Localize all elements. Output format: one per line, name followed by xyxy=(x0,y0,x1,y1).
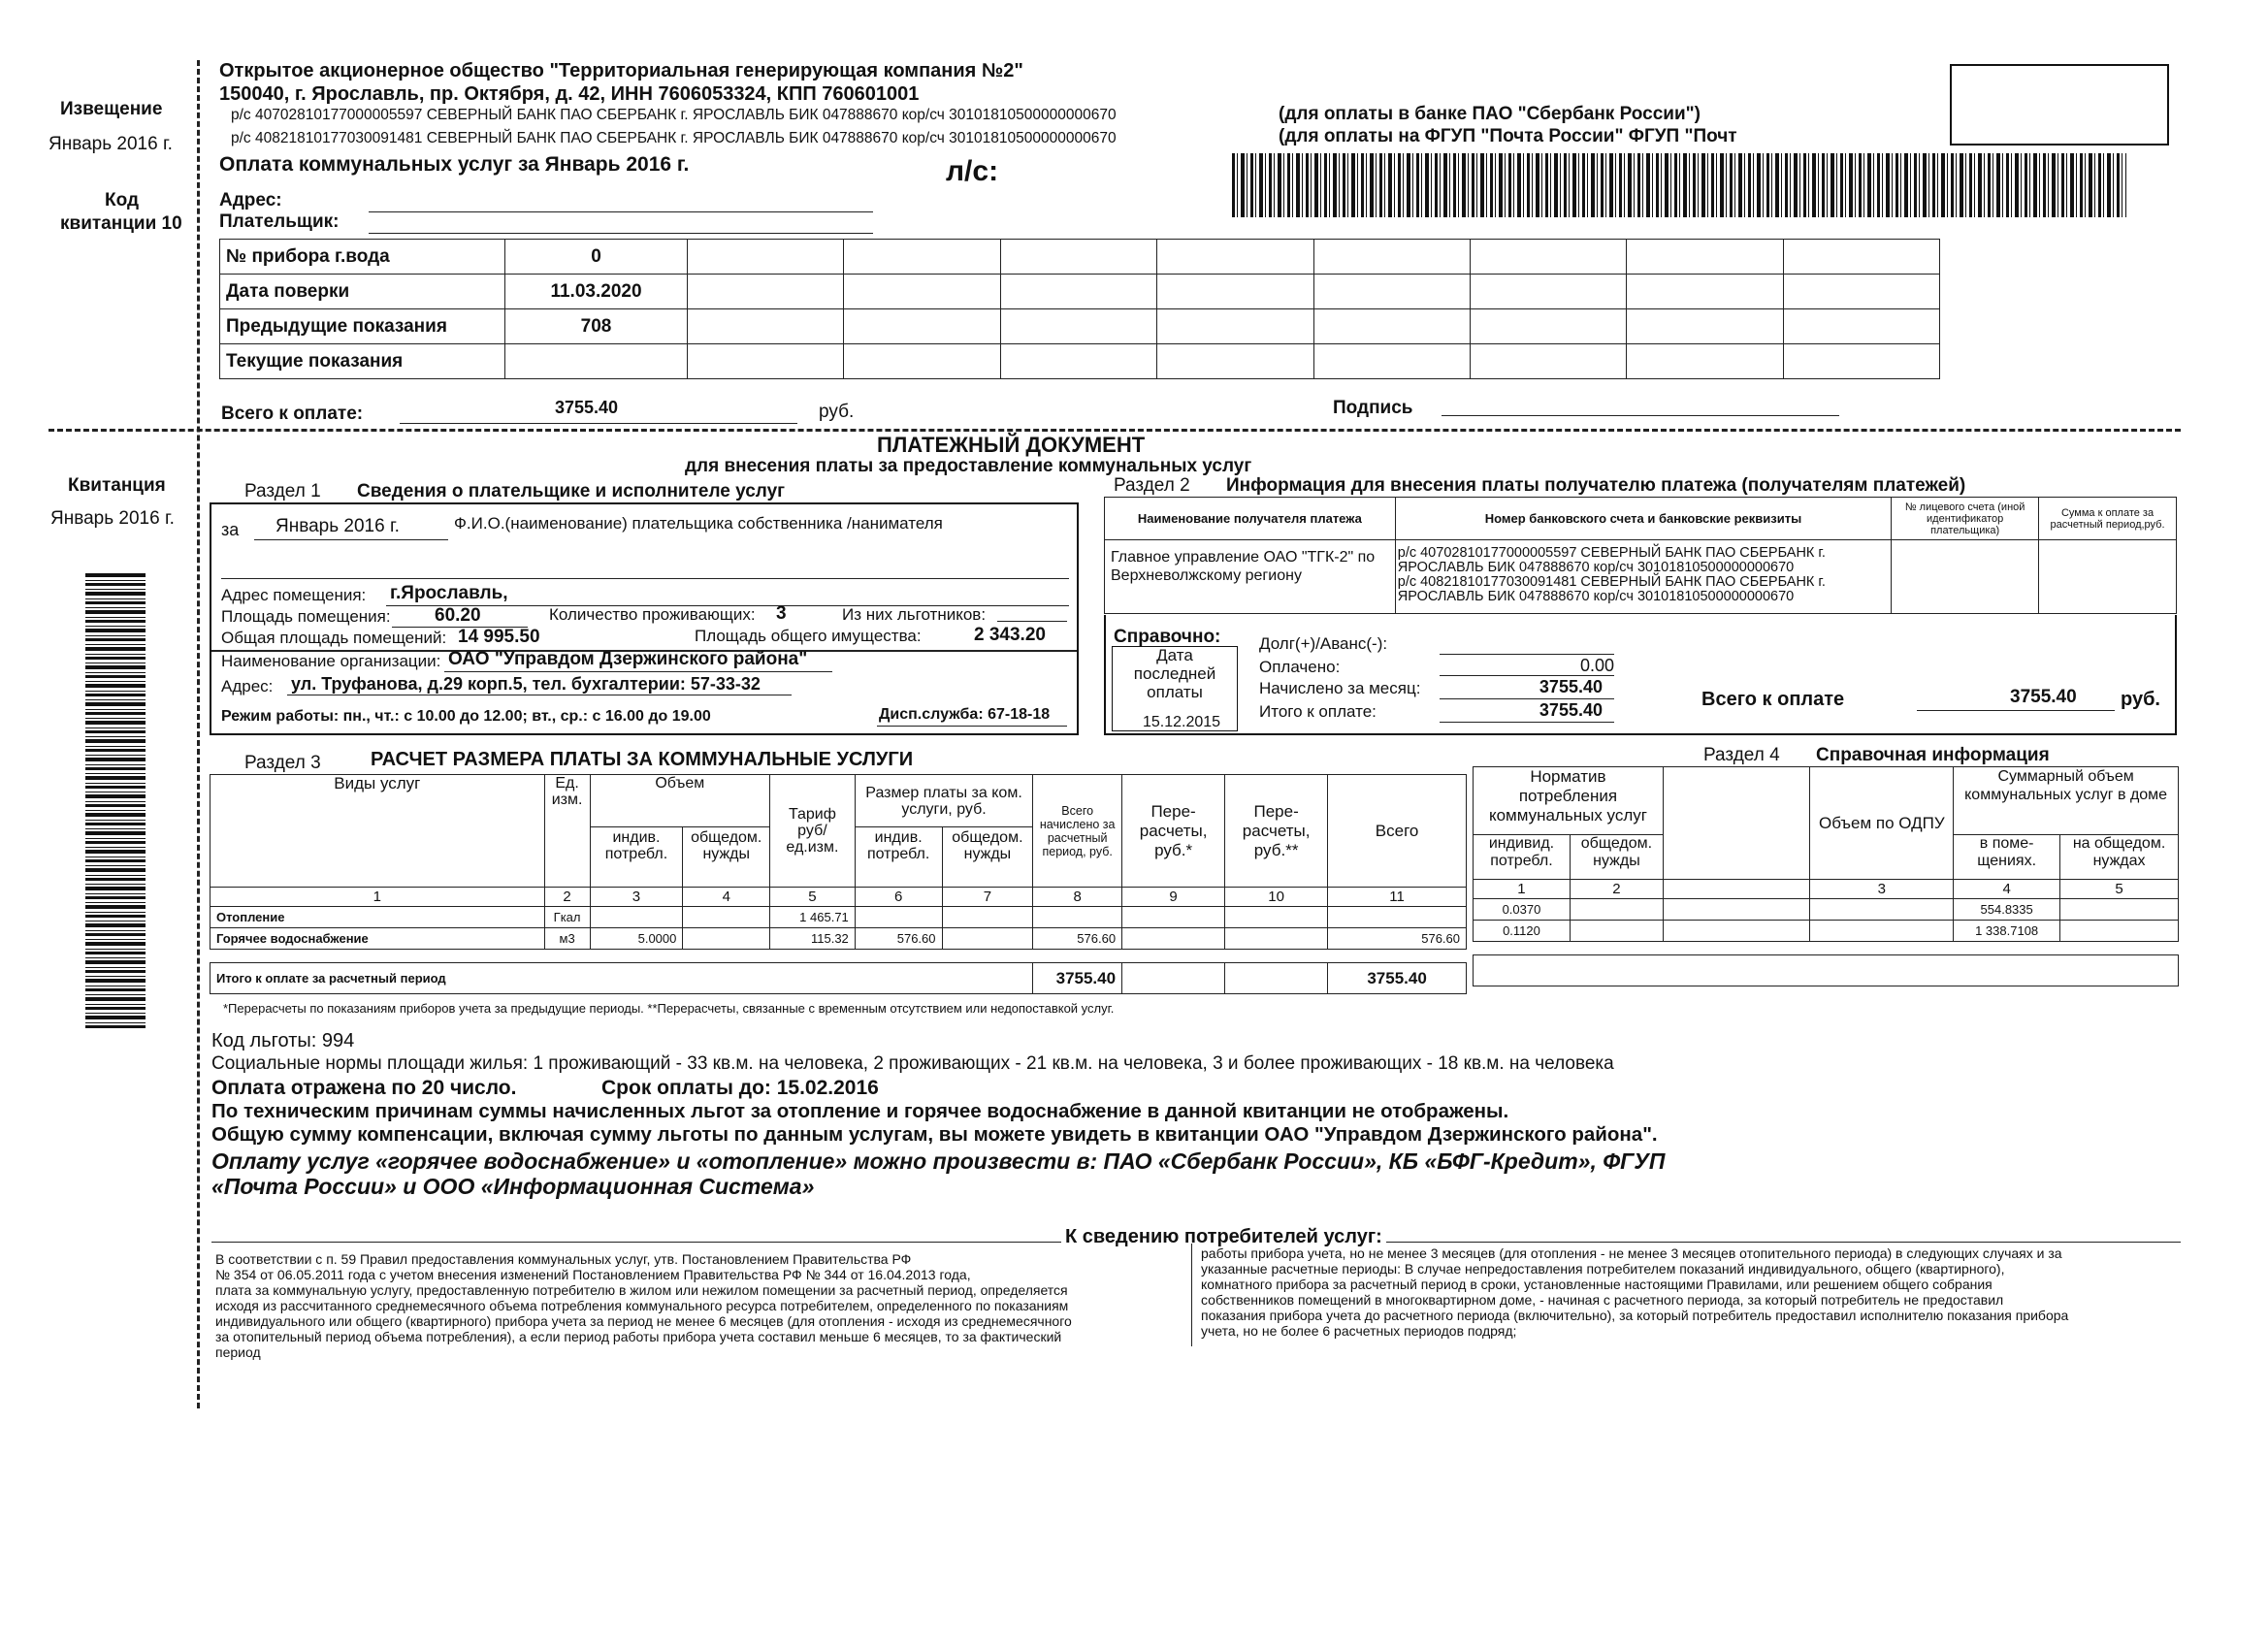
h-odpu: Объем по ОДПУ xyxy=(1810,767,1954,880)
section4-title: Справочная информация xyxy=(1816,745,2050,765)
s4-num-5: 5 xyxy=(2060,880,2179,899)
bank-account-1-note: (для оплаты в банке ПАО "Сбербанк России") xyxy=(1279,104,1701,124)
grand-total-label: Всего к оплате xyxy=(1701,689,1845,710)
payer-label: Плательщик: xyxy=(219,211,340,232)
bank-details-2: р/с 40821810177030091481 СЕВЕРНЫЙ БАНК ПАО СБЕРБАНК г. ЯРОСЛАВЛЬ БИК 047888670 кор/сч 30101810500000000670 xyxy=(1397,574,1826,604)
col-num-2: 2 xyxy=(544,888,590,907)
section2-label: Раздел 2 xyxy=(1114,475,1190,496)
org-label: Наименование организации: xyxy=(221,652,441,670)
grand-total-value: 3755.40 xyxy=(2010,687,2077,707)
col-sum: Сумма к оплате за расчетный период,руб. xyxy=(2039,498,2177,540)
footer-right-line: указанные расчетные периоды: В случае непредоставления потребителем показаний индивидуального, общего (квартирного), xyxy=(1201,1261,2005,1277)
stub-notice-month: Январь 2016 г. xyxy=(49,134,173,154)
area-label: Площадь помещения: xyxy=(221,607,391,626)
compensation: Общую сумму компенсации, включая сумму льготы по данным услугам, вы можете увидеть в квитанции ОАО "Управдом Дзержинского района". xyxy=(211,1123,1658,1146)
doc-subtitle: для внесения платы за предоставление коммунальных услуг xyxy=(685,456,1252,476)
meter-value-0: 0 xyxy=(505,240,688,275)
s4-num-2: 2 xyxy=(1570,880,1663,899)
company-name: Открытое акционерное общество "Территориальная генерирующая компания №2" xyxy=(219,60,1023,81)
footer-left-line: период xyxy=(215,1344,261,1360)
total-area-label: Общая площадь помещений: xyxy=(221,629,447,647)
bank-account-2: р/с 40821810177030091481 СЕВЕРНЫЙ БАНК ПАО СБЕРБАНК г. ЯРОСЛАВЛЬ БИК 047888670 кор/сч 30101810500000000670 xyxy=(231,130,1117,146)
s4-num-3: 3 xyxy=(1810,880,1954,899)
work-hours: Режим работы: пн., чт.: с 10.00 до 12.00; вт., ср.: с 16.00 до 19.00 xyxy=(221,708,711,725)
footer-right-line: работы прибора учета, но не менее 3 месяцев (для отопления - не менее 3 месяцев отопительного периода) в следующих случаях и за xyxy=(1201,1245,2062,1261)
section1-month: Январь 2016 г. xyxy=(275,516,400,536)
stub-receipt: Квитанция xyxy=(68,475,166,496)
footer-left-line: № 354 от 06.05.2011 года с учетом внесения изменений Постановлением Правительства РФ № 344 от 16.04.2013 года, xyxy=(215,1267,971,1282)
h-norm-common: общедом. нужды xyxy=(1570,835,1663,880)
footer-right-line: комнатного прибора за расчетный период в сроки, установленные настоящими Правилами, или решением общего собрания xyxy=(1201,1277,1993,1292)
benefits-label: Из них льготников: xyxy=(842,605,987,624)
org-address: ул. Труфанова, д.29 корп.5, тел. бухгалтерии: 57-33-32 xyxy=(291,674,761,694)
common-area-value: 2 343.20 xyxy=(974,625,1046,645)
tech-reasons: По техническим причинам суммы начисленных льгот за отопление и горячее водоснабжение в данной квитанции не отображены. xyxy=(211,1100,1509,1122)
col-num-7: 7 xyxy=(942,888,1033,907)
benefit-code: Код льготы: 994 xyxy=(211,1030,355,1051)
h-unit: Ед. изм. xyxy=(544,775,590,888)
payment-reflected: Оплата отражена по 20 число. xyxy=(211,1077,517,1099)
vertical-cut-line xyxy=(197,60,200,1408)
fio-underline xyxy=(221,578,1069,579)
footer-left-line: В соответствии с п. 59 Правил предоставления коммунальных услуг, утв. Постановлением Правительства РФ xyxy=(215,1251,912,1267)
last-payment-label: Дата последней оплаты xyxy=(1133,646,1216,701)
total-value: 3755.40 xyxy=(1539,700,1603,720)
company-address: 150040, г. Ярославль, пр. Октября, д. 42, ИНН 7606053324, КПП 760601001 xyxy=(219,83,920,105)
fio-label: Ф.И.О.(наименование) плательщика собственника /нанимателя xyxy=(454,514,943,533)
doc-title: ПЛАТЕЖНЫЙ ДОКУМЕНТ xyxy=(877,433,1146,457)
area-value: 60.20 xyxy=(435,605,481,626)
stub-notice: Извещение xyxy=(60,99,163,119)
horizontal-cut-line xyxy=(49,429,2181,432)
meter-table xyxy=(219,239,1940,379)
section4-table xyxy=(1473,766,2179,986)
org-name: ОАО "Управдом Дзержинского района" xyxy=(448,649,808,669)
signature-underline xyxy=(1442,415,1839,416)
col-num-4: 4 xyxy=(683,888,770,907)
table-row xyxy=(1474,899,2179,921)
reference-label: Справочно: xyxy=(1114,627,1221,647)
h-accrued: Всего начислено за расчетный период, руб. xyxy=(1033,775,1122,888)
row-sum-premises: 1 338.7108 xyxy=(1954,921,2060,942)
table-row xyxy=(1474,921,2179,942)
col-num-6: 6 xyxy=(855,888,942,907)
vertical-barcode xyxy=(85,572,146,1028)
row-unit: м3 xyxy=(544,928,590,950)
accrued-value: 3755.40 xyxy=(1539,677,1603,696)
stub-code-line1: Код xyxy=(105,190,140,210)
debt-label: Долг(+)/Аванс(-): xyxy=(1259,634,1388,653)
total-underline xyxy=(1440,722,1614,723)
stub-total-underline xyxy=(400,423,797,424)
row-vol-indiv: 5.0000 xyxy=(590,928,683,950)
row-unit: Гкал xyxy=(544,907,590,928)
meter-label-1: Дата поверки xyxy=(220,275,505,309)
meter-value-1: 11.03.2020 xyxy=(505,275,688,309)
col-num-9: 9 xyxy=(1122,888,1225,907)
row-norm-indiv: 0.0370 xyxy=(1474,899,1571,921)
table-row xyxy=(211,907,1467,928)
accrued-underline xyxy=(1440,698,1614,699)
org-address-label: Адрес: xyxy=(221,677,274,695)
last-payment-date: 15.12.2015 xyxy=(1143,714,1221,730)
section3-footnote: *Перерасчеты по показаниям приборов учета за предыдущие периоды. **Перерасчеты, связанные с временным отсутствием или недопоставкой услуг. xyxy=(223,1001,1115,1016)
org-underline xyxy=(444,671,832,672)
accrued-label: Начислено за месяц: xyxy=(1259,679,1421,697)
h-vol-indiv: индив. потребл. xyxy=(590,827,683,888)
for-label: за xyxy=(221,520,240,539)
due-date: Срок оплаты до: 15.02.2016 xyxy=(601,1077,879,1099)
social-norms: Социальные нормы площади жилья: 1 проживающий - 33 кв.м. на человека, 2 проживающих - 21 кв.м. на человека, 3 и более проживающих - 18 кв.м. на человека xyxy=(211,1053,1614,1074)
section3-label: Раздел 3 xyxy=(244,753,321,773)
payer-underline xyxy=(369,233,873,234)
section3-total-total: 3755.40 xyxy=(1328,963,1467,994)
section1-title: Сведения о плательщике и исполнителе услуг xyxy=(357,481,786,501)
stub-total-value: 3755.40 xyxy=(555,398,619,417)
footer-left-line: плата за коммунальную услугу, предоставленную потребителю в жилом или нежилом помещении за расчетный период, определяется xyxy=(215,1282,1068,1298)
section4-label: Раздел 4 xyxy=(1703,745,1780,765)
signature-label: Подпись xyxy=(1333,398,1413,418)
residents-value: 3 xyxy=(776,603,787,624)
premises-address: г.Ярославль, xyxy=(390,583,508,603)
meter-label-0: № прибора г.вода xyxy=(220,240,505,275)
col-num-5: 5 xyxy=(770,888,856,907)
h-summary: Суммарный объем коммунальных услуг в доме xyxy=(1954,767,2179,835)
s4-num-4: 4 xyxy=(1954,880,2060,899)
stub-code-line2: квитанции 10 xyxy=(60,213,182,234)
bank-account-1: р/с 40702810177000005597 СЕВЕРНЫЙ БАНК ПАО СБЕРБАНК г. ЯРОСЛАВЛЬ БИК 047888670 кор/сч 30101810500000000670 xyxy=(231,107,1117,123)
h-total: Всего xyxy=(1328,775,1467,888)
section3-table xyxy=(210,774,1467,994)
footer-right-line: собственников помещений в многоквартирном доме, - начиная с расчетного периода, за который потребитель не предоставил xyxy=(1201,1292,2004,1308)
section2-table xyxy=(1104,497,2177,614)
section3-total-label: Итого к оплате за расчетный период xyxy=(211,963,1033,994)
month-underline xyxy=(254,539,448,540)
col-num-8: 8 xyxy=(1033,888,1122,907)
total-label: Итого к оплате: xyxy=(1259,702,1377,721)
section1-label: Раздел 1 xyxy=(244,481,321,501)
bank-details-1: р/с 40702810177000005597 СЕВЕРНЫЙ БАНК ПАО СБЕРБАНК г. ЯРОСЛАВЛЬ БИК 047888670 кор/сч 30101810500000000670 xyxy=(1397,545,1826,575)
stub-total-label: Всего к оплате: xyxy=(221,404,364,424)
h-pay-indiv: индив. потребл. xyxy=(855,827,942,888)
footer-left-line: индивидуального или общего (квартирного) прибора учета за период не менее 6 месяцев (для отопления - исходя из среднемесячного xyxy=(215,1313,1072,1329)
grand-total-underline xyxy=(1917,710,2115,711)
section3-title: РАСЧЕТ РАЗМЕРА ПЛАТЫ ЗА КОММУНАЛЬНЫЕ УСЛУГИ xyxy=(371,749,914,770)
premises-address-label: Адрес помещения: xyxy=(221,586,367,604)
stub-total-currency: руб. xyxy=(819,402,855,422)
row-tariff: 115.32 xyxy=(770,928,856,950)
row-vol-indiv xyxy=(590,907,683,928)
footer-divider xyxy=(1191,1244,1192,1346)
grand-total-currency: руб. xyxy=(2121,689,2160,710)
footer-title: К сведению потребителей услуг: xyxy=(1061,1226,1386,1248)
paid-underline xyxy=(1440,675,1614,676)
row-tariff: 1 465.71 xyxy=(770,907,856,928)
footer-left-line: исходя из рассчитанного среднемесячного объема потребления коммунального ресурса потребителем, определенного по показаниям xyxy=(215,1298,1069,1313)
row-service: Отопление xyxy=(211,907,545,928)
pay-where-2: «Почта России» и ООО «Информационная Система» xyxy=(211,1174,815,1199)
h-volume: Объем xyxy=(590,775,770,827)
col-num-11: 11 xyxy=(1328,888,1467,907)
dispatch-underline xyxy=(877,726,1067,727)
address-underline xyxy=(369,211,873,212)
horizontal-barcode xyxy=(1232,153,2126,217)
row-service: Горячее водоснабжение xyxy=(211,928,545,950)
paid-value: 0.00 xyxy=(1579,656,1614,675)
row-accrued: 576.60 xyxy=(1033,928,1122,950)
h-sum-common: на общедом. нуждах xyxy=(2060,835,2179,880)
common-area-label: Площадь общего имущества: xyxy=(695,627,922,645)
section3-total-accrued: 3755.40 xyxy=(1033,963,1122,994)
h-tariff: Тариф руб/ ед.изм. xyxy=(770,775,856,888)
row-total xyxy=(1328,907,1467,928)
row-norm-indiv: 0.1120 xyxy=(1474,921,1571,942)
section2-title: Информация для внесения платы получателю платежа (получателям платежей) xyxy=(1226,475,1966,496)
col-ls: № лицевого счета (иной идентификатор плательщика) xyxy=(1892,498,2039,540)
col-num-1: 1 xyxy=(211,888,545,907)
table-row xyxy=(211,928,1467,950)
s4-num-1: 1 xyxy=(1474,880,1571,899)
h-pay-common: общедом. нужды xyxy=(942,827,1033,888)
stub-receipt-month: Январь 2016 г. xyxy=(50,508,175,529)
pay-where-1: Оплату услуг «горячее водоснабжение» и «отопление» можно произвести в: ПАО «Сбербанк России», КБ «БФГ-Кредит», ФГУП xyxy=(211,1148,1666,1174)
h-norm: Норматив потребления коммунальных услуг xyxy=(1474,767,1664,835)
residents-label: Количество проживающих: xyxy=(549,605,756,624)
row-pay-indiv: 576.60 xyxy=(855,928,942,950)
col-num-10: 10 xyxy=(1225,888,1328,907)
row-sum-premises: 554.8335 xyxy=(1954,899,2060,921)
h-service: Виды услуг xyxy=(211,775,545,888)
address-label: Адрес: xyxy=(219,190,282,210)
col-num-3: 3 xyxy=(590,888,683,907)
col-recipient: Наименование получателя платежа xyxy=(1105,498,1396,540)
footer-right-line: показания прибора учета до расчетного периода (включительно), за который потребитель предоставил исполнителю показания прибора xyxy=(1201,1308,2069,1323)
h-sum-premises: в поме- щениях. xyxy=(1954,835,2060,880)
col-account: Номер банковского счета и банковские реквизиты xyxy=(1395,498,1891,540)
total-area-value: 14 995.50 xyxy=(458,627,540,647)
meter-value-2: 708 xyxy=(505,309,688,344)
payment-title: Оплата коммунальных услуг за Январь 2016 г. xyxy=(219,153,690,176)
paid-label: Оплачено: xyxy=(1259,658,1341,676)
debt-underline xyxy=(1440,654,1614,655)
h-pay: Размер платы за ком. услуги, руб. xyxy=(855,775,1033,827)
h-norm-indiv: индивид. потребл. xyxy=(1474,835,1571,880)
corner-box xyxy=(1950,64,2169,146)
meter-value-3[interactable] xyxy=(505,344,688,379)
meter-label-2: Предыдущие показания xyxy=(220,309,505,344)
row-pay-indiv xyxy=(855,907,942,928)
benefits-underline xyxy=(997,621,1067,622)
h-recalc1: Пере- расчеты, руб.* xyxy=(1122,775,1225,888)
dispatch-service: Дисп.служба: 67-18-18 xyxy=(879,706,1051,723)
h-vol-common: общедом. нужды xyxy=(683,827,770,888)
footer-right-line: учета, но не более 6 расчетных периодов подряд; xyxy=(1201,1323,1517,1339)
bank-account-2-note: (для оплаты на ФГУП "Почта России" ФГУП "Почт xyxy=(1279,126,1737,146)
footer-left-line: за отопительный период объема потребления), а если период работы прибора учета составил меньше 6 месяцев, то за фактический xyxy=(215,1329,1062,1344)
ls-label: л/с: xyxy=(946,155,999,187)
h-recalc2: Пере- расчеты, руб.** xyxy=(1225,775,1328,888)
row-total: 576.60 xyxy=(1328,928,1467,950)
meter-label-3: Текущие показания xyxy=(220,344,505,379)
recipient-name: Главное управление ОАО "ТГК-2" по Верхневолжскому региону xyxy=(1105,540,1396,614)
